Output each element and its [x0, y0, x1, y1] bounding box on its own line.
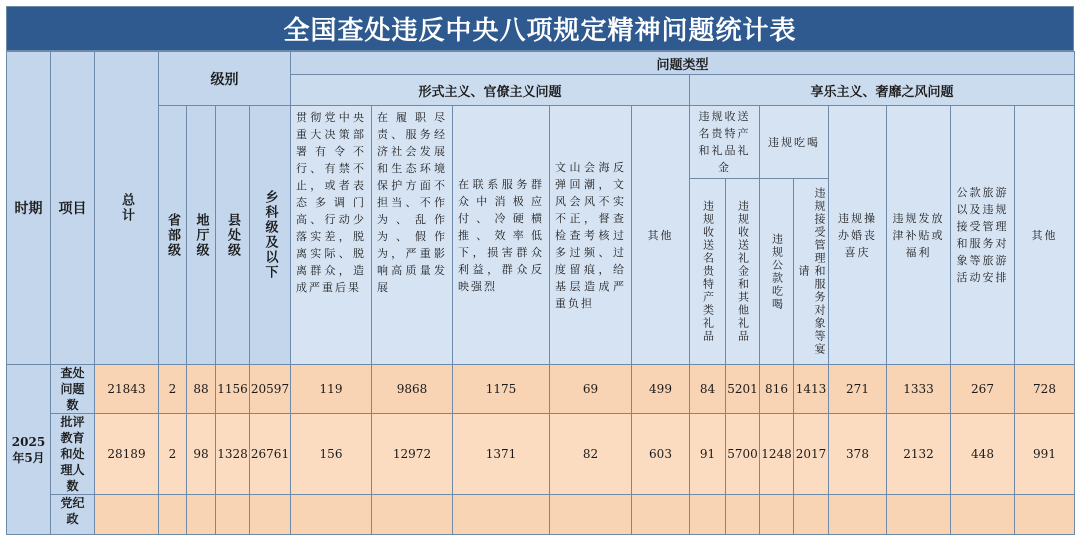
header-dining-public: 违规公款吃喝 [760, 179, 794, 365]
cell [550, 495, 632, 535]
header-hedonism-group: 享乐主义、奢靡之风问题 [690, 75, 1075, 106]
cell: 1328 [216, 414, 250, 495]
cell [632, 495, 690, 535]
cell: 20597 [250, 365, 291, 414]
header-formalism-col-1: 贯彻党中央重大决策部署有令不行、有禁不止，或者表态多调门高、行动少落实差，脱离实际、脱离群众，造成严重后果 [291, 106, 372, 365]
cell [250, 495, 291, 535]
header-formalism-group: 形式主义、官僚主义问题 [291, 75, 690, 106]
cell: 1156 [216, 365, 250, 414]
header-level-provincial: 省部级 [159, 106, 187, 365]
cell [726, 495, 760, 535]
header-allowances: 违规发放津补贴或福利 [887, 106, 951, 365]
row-label: 批评教育和处理人数 [51, 414, 95, 495]
cell [291, 495, 372, 535]
header-level: 级别 [159, 52, 291, 106]
header-formalism-col-4: 文山会海反弹回潮，文风会风不实不正，督查检查考核过多过频、过度留痕，给基层造成严重负担 [550, 106, 632, 365]
cell: 5201 [726, 365, 760, 414]
header-level-township: 乡科级及以下 [250, 106, 291, 365]
cell: 98 [187, 414, 216, 495]
header-public-travel: 公款旅游以及违规接受管理和服务对象等旅游活动安排 [951, 106, 1015, 365]
cell: 1371 [453, 414, 550, 495]
statistics-table [6, 51, 1075, 535]
table-row [7, 414, 1075, 495]
header-dining-banquet: 违规接受管理和服务对象等宴请 [794, 179, 829, 365]
cell [887, 495, 951, 535]
cell: 119 [291, 365, 372, 414]
cell-total [95, 495, 159, 535]
row-label: 查处问题数 [51, 365, 95, 414]
header-weddings-funerals: 违规操办婚丧喜庆 [829, 106, 887, 365]
table-row [7, 495, 1075, 535]
cell: 26761 [250, 414, 291, 495]
cell [372, 495, 453, 535]
cell [453, 495, 550, 535]
cell [1015, 495, 1075, 535]
cell: 448 [951, 414, 1015, 495]
cell: 2 [159, 365, 187, 414]
cell [794, 495, 829, 535]
cell: 991 [1015, 414, 1075, 495]
cell-total: 21843 [95, 365, 159, 414]
header-period: 时期 [7, 52, 51, 365]
header-gifts-group: 违规收送名贵特产和礼品礼金 [690, 106, 760, 179]
cell: 12972 [372, 414, 453, 495]
cell [187, 495, 216, 535]
cell: 1333 [887, 365, 951, 414]
table-row [7, 365, 1075, 414]
statistics-sheet [6, 6, 1074, 526]
cell: 91 [690, 414, 726, 495]
header-problem-type: 问题类型 [291, 52, 1075, 75]
header-formalism-other: 其他 [632, 106, 690, 365]
cell [159, 495, 187, 535]
row-label: 党纪政 [51, 495, 95, 535]
cell [829, 495, 887, 535]
cell: 5700 [726, 414, 760, 495]
header-dining-group: 违规吃喝 [760, 106, 829, 179]
cell: 69 [550, 365, 632, 414]
cell: 1248 [760, 414, 794, 495]
cell: 2017 [794, 414, 829, 495]
cell [951, 495, 1015, 535]
header-formalism-col-3: 在联系服务群众中消极应付、冷硬横推、效率低下，损害群众利益，群众反映强烈 [453, 106, 550, 365]
cell: 271 [829, 365, 887, 414]
cell: 156 [291, 414, 372, 495]
header-gifts-cash: 违规收送礼金和其他礼品 [726, 179, 760, 365]
cell [760, 495, 794, 535]
cell: 378 [829, 414, 887, 495]
page-title: 全国查处违反中央八项规定精神问题统计表 [6, 6, 1074, 51]
cell: 9868 [372, 365, 453, 414]
cell-total: 28189 [95, 414, 159, 495]
cell: 2 [159, 414, 187, 495]
header-level-prefectural: 地厅级 [187, 106, 216, 365]
header-level-county: 县处级 [216, 106, 250, 365]
cell: 88 [187, 365, 216, 414]
cell: 499 [632, 365, 690, 414]
header-gifts-specialty: 违规收送名贵特产类礼品 [690, 179, 726, 365]
cell: 267 [951, 365, 1015, 414]
cell: 816 [760, 365, 794, 414]
cell: 1413 [794, 365, 829, 414]
cell: 82 [550, 414, 632, 495]
header-formalism-col-2: 在履职尽责、服务经济社会发展和生态环境保护方面不担当、不作为、乱作为、假作为，严重影响高质量发展 [372, 106, 453, 365]
cell: 84 [690, 365, 726, 414]
cell [216, 495, 250, 535]
cell: 728 [1015, 365, 1075, 414]
cell: 2132 [887, 414, 951, 495]
header-item: 项目 [51, 52, 95, 365]
cell [690, 495, 726, 535]
header-total: 总计 [95, 52, 159, 365]
cell: 1175 [453, 365, 550, 414]
period-cell: 2025年5月 [7, 365, 51, 535]
cell: 603 [632, 414, 690, 495]
header-hedonism-other: 其他 [1015, 106, 1075, 365]
